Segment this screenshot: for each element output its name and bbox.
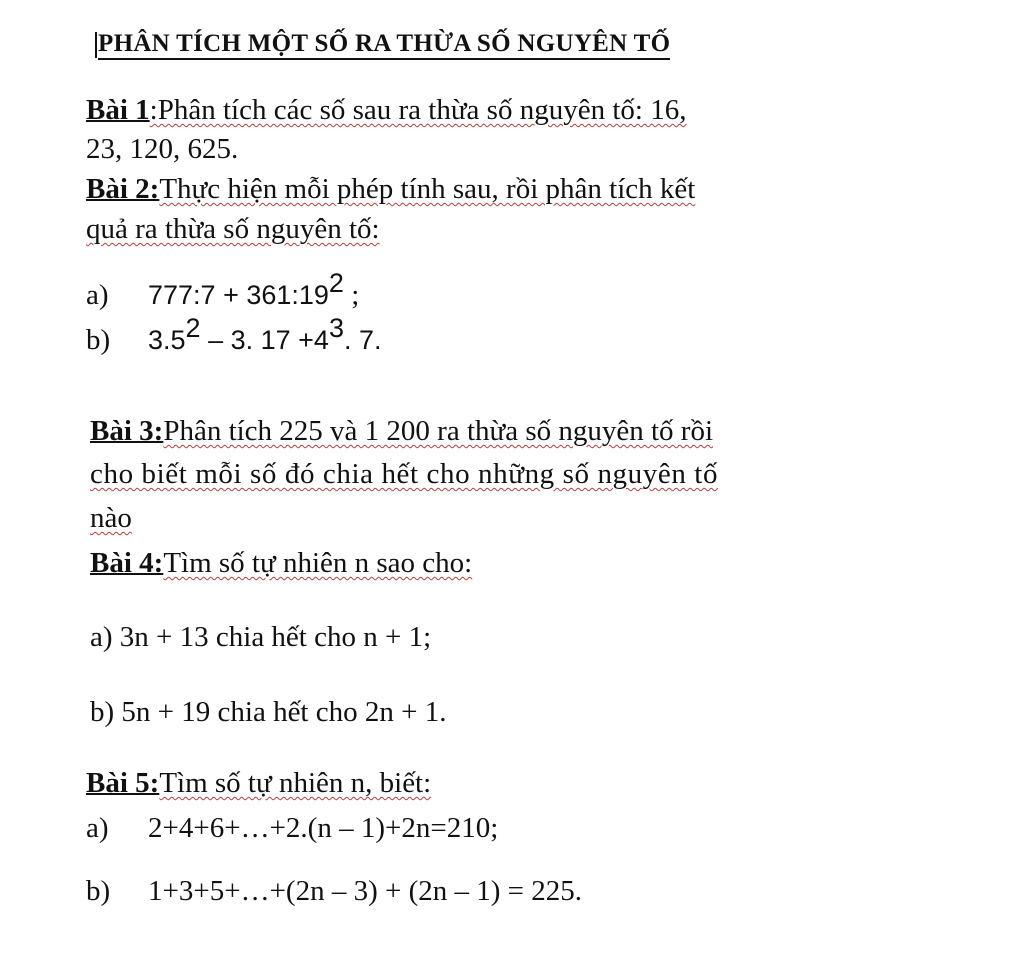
bai5-b-expr: 1+3+5+…+(2n – 3) + (2n – 1) = 225. <box>148 875 583 907</box>
bai2-b-exp2: 3 <box>328 313 344 343</box>
bai4-label: Bài 4: <box>90 547 164 579</box>
bai1-label: Bài 1 <box>86 94 150 126</box>
bai2-line2: quả ra thừa số nguyên tố: <box>86 213 380 245</box>
bai4-text1: Tìm số tự nhiên n sao cho: <box>163 547 473 579</box>
bai2-a-expr: 777:7 + 361:19 <box>148 280 329 310</box>
bai2-item-b <box>86 313 382 358</box>
bai2-b-exp1: 2 <box>185 313 201 343</box>
bai1-line2: 23, 120, 625. <box>86 133 239 165</box>
bai5-label: Bài 5: <box>86 767 160 799</box>
bai5-a-expr: 2+4+6+…+2.(n – 1)+2n=210; <box>148 812 499 844</box>
bai3-label: Bài 3: <box>90 415 164 447</box>
bai2-a-end: ; <box>343 279 360 311</box>
bai2-b-label: b) <box>86 324 111 356</box>
bai3-line2: cho biết mỗi số đó chia hết cho những số nguyên tố <box>90 458 719 490</box>
bai2-a-exp: 2 <box>328 268 344 298</box>
bai4-line1 <box>90 545 472 581</box>
bai5-b-label: b) <box>86 875 111 907</box>
bai2-item-a <box>86 268 360 313</box>
bai4-item-a: a) 3n + 13 chia hết cho n + 1; <box>90 621 432 653</box>
bai4-item-b: b) 5n + 19 chia hết cho 2n + 1. <box>90 696 447 728</box>
bai1-line1 <box>86 92 686 128</box>
bai1-text1: :Phân tích các số sau ra thừa số nguyên tố: 16, <box>149 94 687 126</box>
page-title <box>98 26 670 62</box>
bai2-a-label: a) <box>86 279 109 311</box>
bai2-b-expr3: . 7. <box>343 325 382 355</box>
bai2-label: Bài 2: <box>86 173 160 205</box>
bai3-line3: nào <box>90 502 132 534</box>
bai2-b-expr2: – 3. 17 +4 <box>200 325 329 355</box>
bai3-text1: Phân tích 225 và 1 200 ra thừa số nguyên tố rồi <box>163 415 714 447</box>
bai5-item-a <box>86 810 498 846</box>
bai5-item-b <box>86 873 582 909</box>
bai5-text1: Tìm số tự nhiên n, biết: <box>159 767 432 799</box>
bai2-b-expr1: 3.5 <box>148 325 186 355</box>
bai5-a-label: a) <box>86 812 109 844</box>
bai3-line1 <box>90 413 713 449</box>
bai2-text1: Thực hiện mỗi phép tính sau, rồi phân tích kết <box>159 173 696 205</box>
bai5-line1 <box>86 765 431 801</box>
bai2-line1 <box>86 171 695 207</box>
title-text: PHÂN TÍCH MỘT SỐ RA THỪA SỐ NGUYÊN TỐ <box>98 30 670 60</box>
